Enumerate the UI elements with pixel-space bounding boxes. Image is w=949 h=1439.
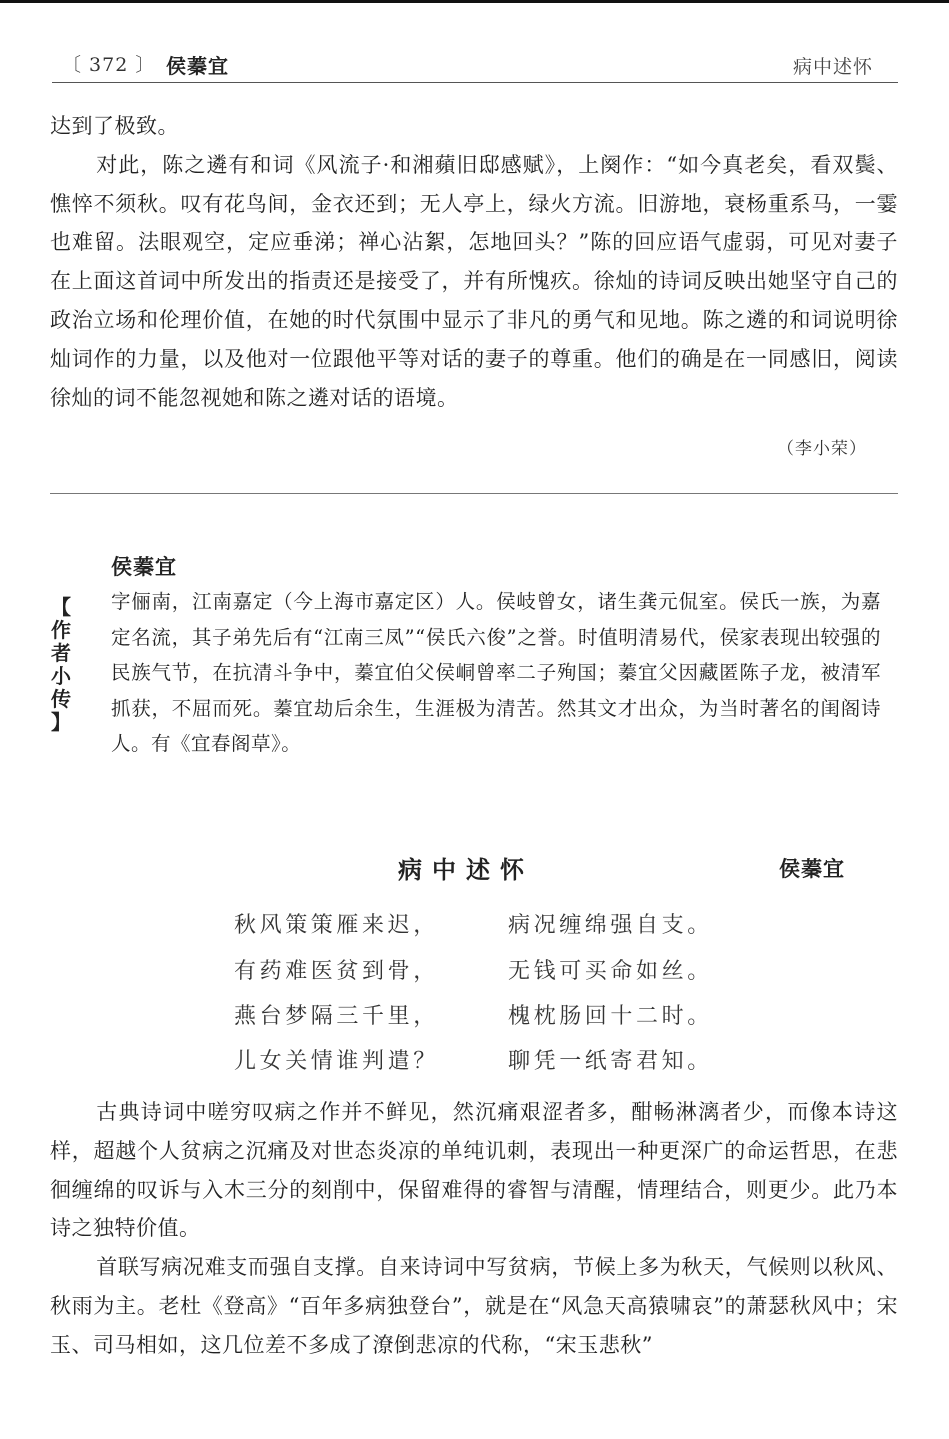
bio-label-text: 【 作 者 小 传 】: [51, 595, 71, 734]
poem-author: 侯蓁宜: [779, 857, 845, 881]
essay-signature: （李小荣）: [777, 439, 867, 459]
section-divider: [50, 493, 898, 494]
verse-line: 有药难医贫到骨，: [234, 959, 439, 984]
verse-line: 无钱可买命如丝。: [508, 959, 713, 984]
bio-label: [48, 596, 74, 734]
paragraph: 对此，陈之遴有和词《风流子·和湘蘋旧邸感赋》，上阕作：“如今真老矣，看双鬓、憔悴不须秋。叹有花鸟间，金衣还到；无人亭上，绿火方流。旧游地，衰杨重系马，一霎也难留。法眼观空，定应垂涕；禅心沾絮，怎地回头？”陈的回应语气虚弱，可见对妻子在上面这首词中所发出的指责还是接受了，并有所愧疚。徐灿的诗词反映出她坚守自己的政治立场和伦理价值，在她的时代氛围中显示了非凡的勇气和见地。陈之遴的和词说明徐灿词作的力量，以及他对一位跟他平等对话的妻子的尊重。他们的确是在一同感旧，阅读徐灿的词不能忽视她和陈之遴对话的语境。: [50, 152, 898, 410]
previous-essay: [50, 107, 898, 417]
verse-line: 秋风策策雁来迟，: [234, 913, 439, 938]
verse-line: 燕台梦隔三千里，: [234, 1004, 439, 1029]
bio-text: [111, 584, 881, 762]
running-head-title: 病中述怀: [792, 56, 873, 78]
paragraph: 首联写病况难支而强自支撑。自来诗词中写贫病，节候上多为秋天，气候则以秋风、秋雨为主。老杜《登高》“百年多病独登台”，就是在“风急天高猿啸哀”的萧瑟秋风中；宋玉、司马相如，这几位差不多成了潦倒悲凉的代称，“宋玉悲秋”: [50, 1255, 898, 1357]
poem-title: 病中述怀: [398, 856, 534, 884]
paragraph: 古典诗词中嗟穷叹病之作并不鲜见，然沉痛艰涩者多，酣畅淋漓者少，而像本诗这样，超越个人贫病之沉痛及对世态炎凉的单纯讥刺，表现出一种更深广的命运哲思，在悲徊缠绵的叹诉与入木三分的刻削中，保留难得的睿智与清醒，情理结合，则更少。此乃本诗之独特价值。: [50, 1100, 898, 1241]
verse-line: 聊凭一纸寄君知。: [508, 1049, 713, 1074]
page-number: 〔 372 〕: [62, 54, 156, 76]
verse-line: 病况缠绵强自支。: [508, 913, 713, 938]
verse-line: 儿女关情谁判遣？: [234, 1049, 439, 1074]
commentary: [50, 1093, 898, 1365]
header-rule: [52, 82, 898, 83]
running-head-author: 侯蓁宜: [166, 54, 229, 78]
paragraph: 达到了极致。: [50, 114, 179, 138]
bio-author-name: 侯蓁宜: [111, 555, 177, 579]
bio-paragraph: 字俪南，江南嘉定（今上海市嘉定区）人。侯岐曾女，诸生龚元侃室。侯氏一族，为嘉定名流，其子弟先后有“江南三凤”“侯氏六俊”之誉。时值明清易代，侯家表现出较强的民族气节，在抗清斗争中，蓁宜伯父侯峒曾率二子殉国；蓁宜父因藏匿陈子龙，被清军抓获，不屈而死。蓁宜劫后余生，生涯极为清苦。然其文才出众，为当时著名的闺阁诗人。有《宜春阁草》。: [111, 590, 881, 756]
top-border: [0, 0, 949, 3]
verse-line: 槐枕肠回十二时。: [508, 1004, 713, 1029]
